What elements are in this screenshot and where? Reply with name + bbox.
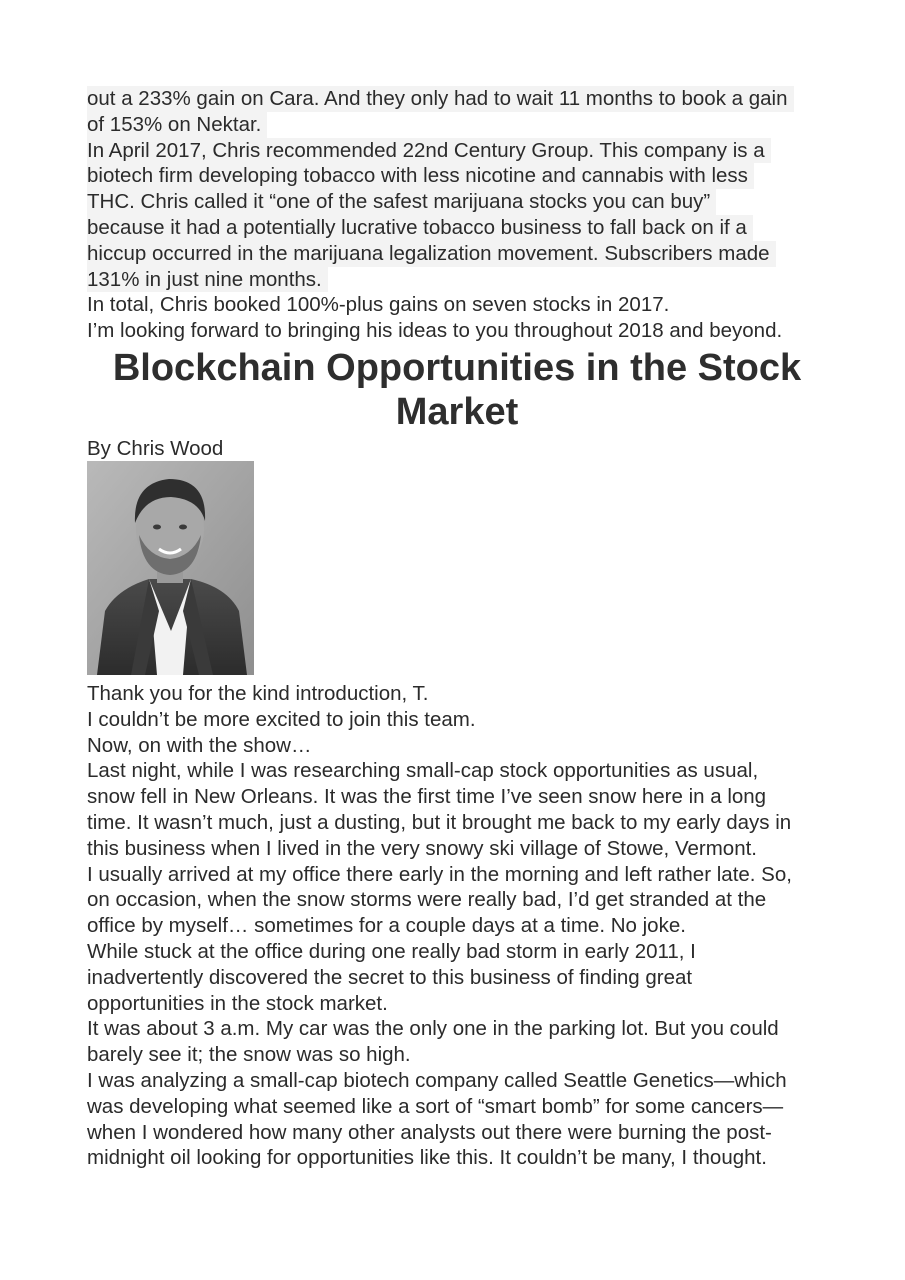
body-line: snow fell in New Orleans. It was the first time I’ve seen snow here in a long [87,785,767,809]
body-line: office by myself… sometimes for a couple days at a time. No joke. [87,914,686,938]
document-page [87,86,827,1171]
body-line: Thank you for the kind introduction, T. [87,681,429,705]
intro-line: THC. Chris called it “one of the safest marijuana stocks you can buy” [87,189,716,215]
article-title [87,346,827,434]
article-body [87,681,827,1171]
intro-section [87,86,827,292]
body-line: this business when I lived in the very snowy ski village of Stowe, Vermont. [87,836,757,860]
intro-line: because it had a potentially lucrative tobacco business to fall back on if a [87,215,753,241]
body-line: I usually arrived at my office there early in the morning and left rather late. So, [87,862,792,886]
intro-line: of 153% on Nektar. [87,112,267,138]
intro-line: In total, Chris booked 100%-plus gains on seven stocks in 2017. [87,293,670,317]
byline: By Chris Wood [87,436,224,460]
intro-line: In April 2017, Chris recommended 22nd Century Group. This company is a [87,138,771,164]
body-line: midnight oil looking for opportunities like this. It couldn’t be many, I thought. [87,1146,767,1170]
body-line: I was analyzing a small-cap biotech company called Seattle Genetics—which [87,1068,787,1092]
body-line: on occasion, when the snow storms were really bad, I’d get stranded at the [87,888,767,912]
body-line: when I wondered how many other analysts out there were burning the post- [87,1120,772,1144]
body-line: opportunities in the stock market. [87,991,388,1015]
body-line: inadvertently discovered the secret to this business of finding great [87,965,693,989]
body-line: I couldn’t be more excited to join this team. [87,707,476,731]
author-photo [87,461,254,675]
article-title-line: Market [395,390,519,433]
intro-closing [87,292,827,344]
intro-line: out a 233% gain on Cara. And they only had to wait 11 months to book a gain [87,86,794,112]
body-line: It was about 3 a.m. My car was the only one in the parking lot. But you could [87,1017,779,1041]
intro-line: 131% in just nine months. [87,267,328,293]
article-title-line: Blockchain Opportunities in the Stock [112,346,802,389]
intro-line: biotech firm developing tobacco with less nicotine and cannabis with less [87,163,754,189]
body-line: Last night, while I was researching small-cap stock opportunities as usual, [87,759,759,783]
body-line: Now, on with the show… [87,733,312,757]
body-line: time. It wasn’t much, just a dusting, but it brought me back to my early days in [87,810,792,834]
body-line: While stuck at the office during one really bad storm in early 2011, I [87,939,696,963]
body-line: was developing what seemed like a sort of “smart bomb” for some cancers— [87,1094,784,1118]
body-line: barely see it; the snow was so high. [87,1043,411,1067]
intro-line: hiccup occurred in the marijuana legalization movement. Subscribers made [87,241,776,267]
intro-line: I’m looking forward to bringing his ideas to you throughout 2018 and beyond. [87,319,783,343]
